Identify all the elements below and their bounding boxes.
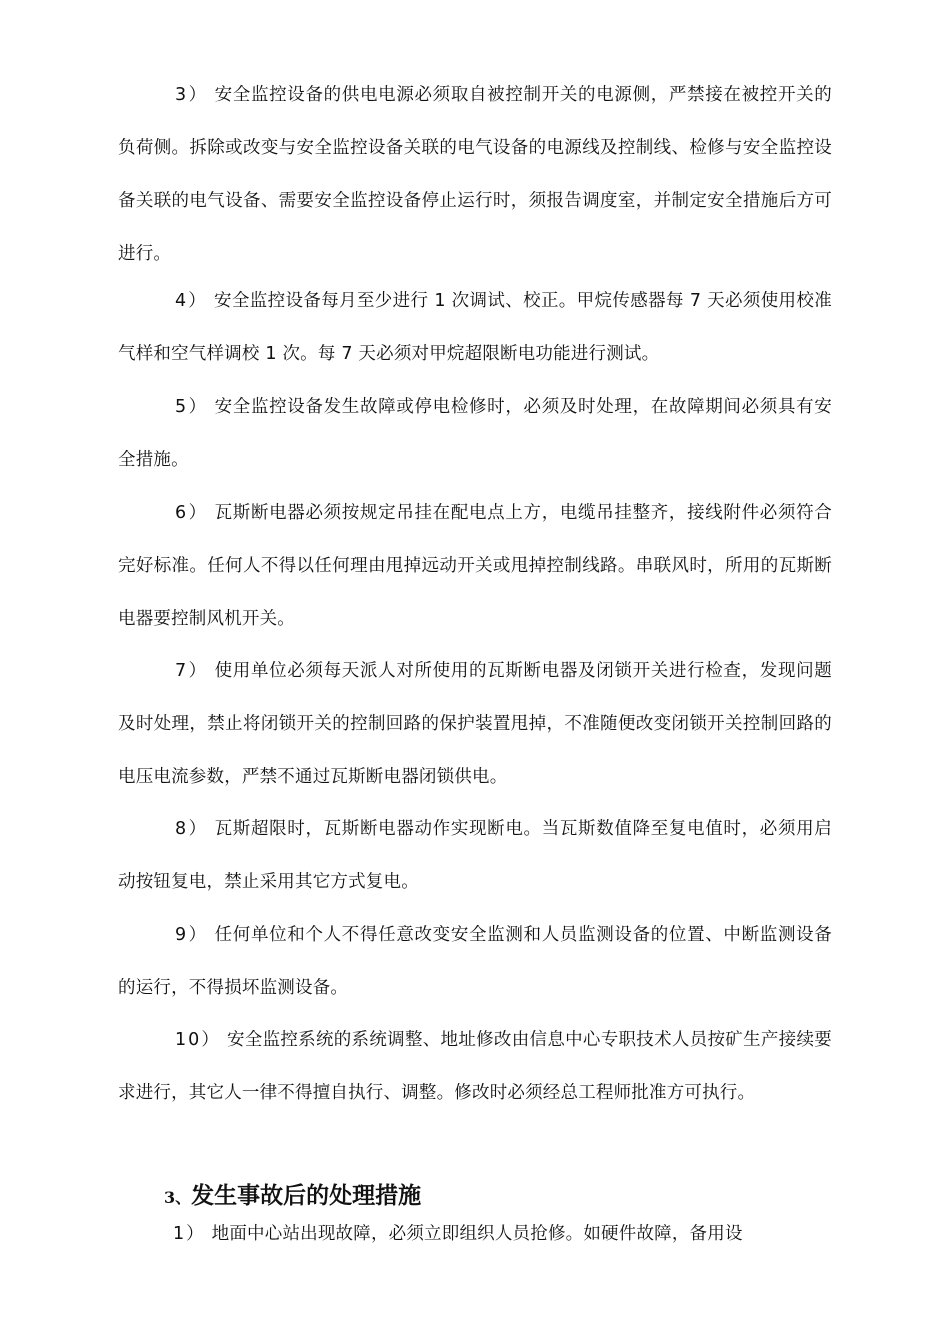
- item-number: 1）: [173, 1224, 206, 1244]
- paragraph-item-4: [118, 275, 832, 381]
- item-number: 8）: [175, 819, 209, 839]
- section-number: 3、: [164, 1188, 192, 1207]
- item-text: 安全监控设备每月至少进行 1 次调试、校正。甲烷传感器每 7 天必须使用校准气样和空气样调校 1 次。每 7 天必须对甲烷超限断电功能进行测试。: [118, 291, 832, 364]
- item-text: 安全监控设备发生故障或停电检修时，必须及时处理，在故障期间必须具有安全措施。: [118, 397, 832, 470]
- item-number: 6）: [175, 503, 209, 523]
- paragraph-item-8: [118, 803, 832, 909]
- item-text: 安全监控系统的系统调整、地址修改由信息中心专职技术人员按矿生产接续要求进行，其它人一律不得擅自执行、调整。修改时必须经总工程师批准方可执行。: [118, 1030, 832, 1103]
- paragraph-item-10: [118, 1014, 832, 1120]
- paragraph-item-6: [118, 487, 832, 646]
- item-number: 3）: [175, 85, 209, 105]
- item-number: 7）: [175, 661, 209, 681]
- item-text: 地面中心站出现故障，必须立即组织人员抢修。如硬件故障，备用设: [211, 1224, 743, 1244]
- paragraph-item-5: [118, 381, 832, 487]
- item-number: 4）: [175, 291, 208, 311]
- paragraph-item-9: [118, 909, 832, 1015]
- section-title: 发生事故后的处理措施: [191, 1182, 422, 1209]
- item-text: 任何单位和个人不得任意改变安全监测和人员监测设备的位置、中断监测设备的运行，不得损坏监测设备。: [118, 925, 832, 998]
- paragraph-sub-item-1: [118, 1208, 832, 1261]
- item-text: 使用单位必须每天派人对所使用的瓦斯断电器及闭锁开关进行检查，发现问题及时处理，禁止将闭锁开关的控制回路的保护装置甩掉，不准随便改变闭锁开关控制回路的电压电流参数，严禁不通过瓦斯断电器闭锁供电。: [118, 661, 832, 787]
- item-text: 瓦斯断电器必须按规定吊挂在配电点上方，电缆吊挂整齐，接线附件必须符合完好标准。任何人不得以任何理由甩掉远动开关或甩掉控制线路。串联风时，所用的瓦斯断电器要控制风机开关。: [118, 503, 832, 629]
- paragraph-item-7: [118, 645, 832, 804]
- item-text: 安全监控设备的供电电源必须取自被控制开关的电源侧，严禁接在被控开关的负荷侧。拆除或改变与安全监控设备关联的电气设备的电源线及控制线、检修与安全监控设备关联的电气设备、需要安全监控设备停止运行时，须报告调度室，并制定安全措施后方可进行。: [118, 85, 832, 264]
- item-number: 5）: [175, 397, 209, 417]
- item-number: 9）: [175, 925, 209, 945]
- paragraph-item-3: [118, 69, 832, 281]
- item-text: 瓦斯超限时，瓦斯断电器动作实现断电。当瓦斯数值降至复电值时，必须用启动按钮复电，禁止采用其它方式复电。: [118, 819, 832, 892]
- item-number: 10）: [175, 1030, 221, 1050]
